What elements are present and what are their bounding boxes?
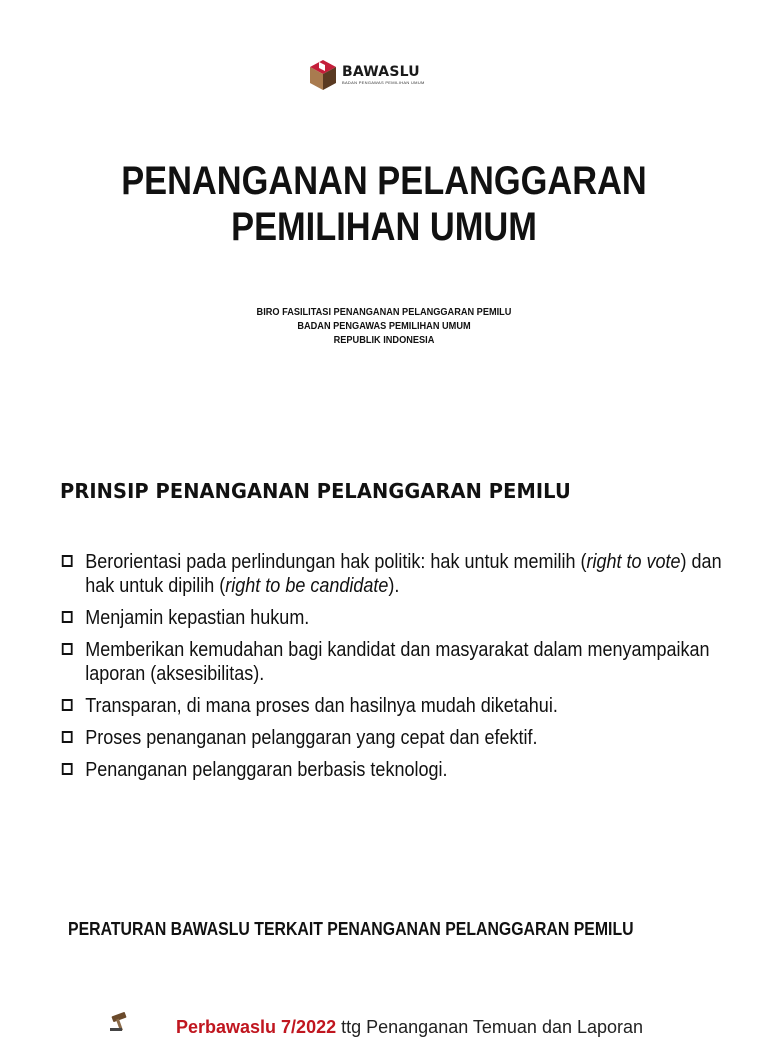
gavel-icon	[108, 1012, 132, 1032]
regulations-heading: PERATURAN BAWASLU TERKAIT PENANGANAN PELANGGARAN PEMILU	[68, 919, 634, 939]
checkbox-bullet-icon	[62, 611, 73, 623]
checkbox-bullet-icon	[62, 643, 73, 655]
logo-subtitle: BADAN PENGAWAS PEMILIHAN UMUM	[342, 80, 425, 85]
regulation-link[interactable]: Perbawaslu 7/2022	[176, 1017, 337, 1037]
list-item: Penanganan pelanggaran berbasis teknologi.	[60, 758, 733, 782]
bawaslu-logo	[308, 58, 425, 92]
list-item: Menjamin kepastian hukum.	[60, 606, 733, 630]
checkbox-bullet-icon	[62, 699, 73, 711]
checkbox-bullet-icon	[62, 763, 73, 775]
title-line-2: PEMILIHAN UMUM	[231, 205, 537, 249]
list-item: Transparan, di mana proses dan hasilnya mudah diketahui.	[60, 694, 733, 718]
list-item: Memberikan kemudahan bagi kandidat dan masyarakat dalam menyampaikan laporan (aksesibilitas).	[60, 638, 733, 686]
checkbox-bullet-icon	[62, 731, 73, 743]
list-item: Proses penanganan pelanggaran yang cepat dan efektif.	[60, 726, 733, 750]
regulation-item: Perbawaslu 7/2022 ttg Penanganan Temuan dan Laporan	[108, 1012, 643, 1038]
institution-block	[31, 306, 738, 348]
institution-line-3: REPUBLIK INDONESIA	[333, 335, 435, 346]
principles-list	[60, 550, 720, 790]
page-title	[54, 158, 714, 250]
checkbox-bullet-icon	[62, 555, 73, 567]
title-line-1: PENANGANAN PELANGGARAN	[121, 159, 647, 203]
institution-line-2: BADAN PENGAWAS PEMILIHAN UMUM	[297, 321, 471, 332]
principles-heading: PRINSIP PENANGANAN PELANGGARAN PEMILU	[60, 479, 571, 503]
institution-line-1: BIRO FASILITASI PENANGANAN PELANGGARAN PEMILU	[256, 307, 512, 318]
logo-name: BAWASLU	[342, 64, 420, 80]
bawaslu-box-icon	[308, 58, 338, 92]
list-item: Berorientasi pada perlindungan hak politik: hak untuk memilih (right to vote) dan hak untuk dipilih (right to be candidate).	[60, 550, 726, 598]
